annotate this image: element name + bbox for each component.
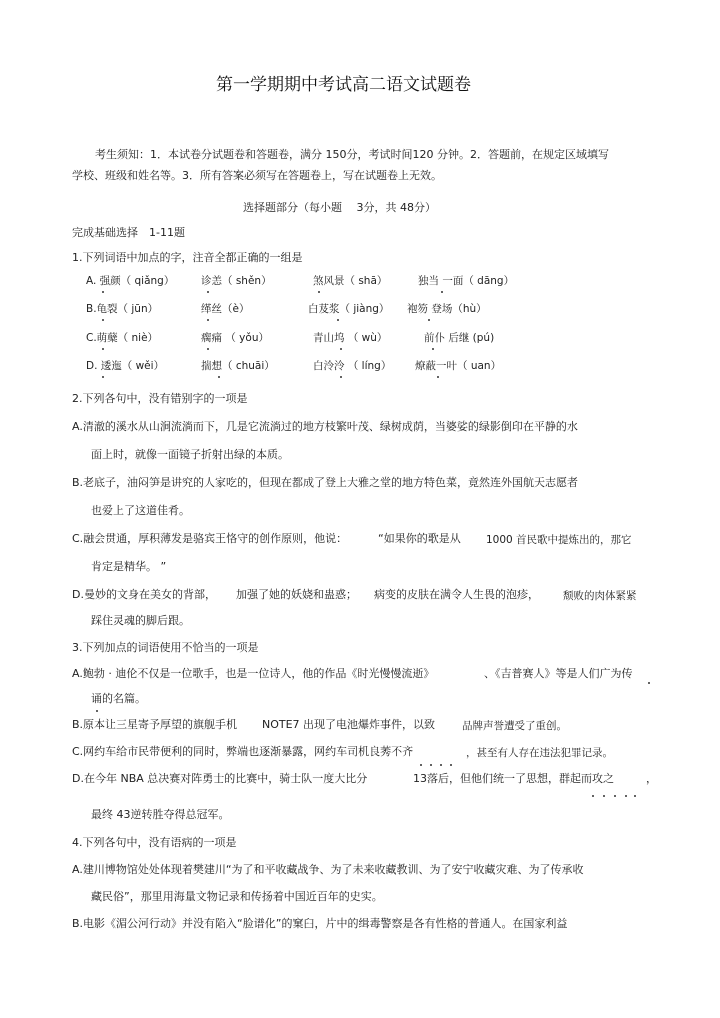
q4-option-a-line-1: A.建川博物馆处处体现着樊建川“为了和平收藏战争、为了未来收藏教训、为了安宁收藏灾难、为了传承收: [72, 863, 584, 876]
q2-option-d-line-1a: D.曼妙的文身在美女的背部，: [72, 588, 216, 601]
q2-option-b-line-1: B.老底子，油闷笋是讲究的人家吃的，但现在都成了登上大雅之堂的地方特色菜，竟然连外国航天志愿者: [72, 476, 579, 489]
q3-option-a-line-2: 诵的名篇。: [91, 692, 146, 705]
emphasis-dot: [432, 348, 434, 350]
emphasis-dot: [337, 319, 339, 321]
emphasis-dot: [218, 376, 220, 378]
emphasis-dot: [592, 795, 594, 797]
q3-option-c-line-1b: ，甚至有人存在违法犯罪记录。: [466, 747, 613, 759]
q1-option-c-word-2: 瘸痛 （ yǒu）: [201, 332, 269, 344]
q2-option-b-line-2: 也爱上了这道佳肴。: [91, 504, 190, 517]
emphasis-dot: [207, 348, 209, 350]
q4-option-a-line-2: 藏民俗”，那里用海量文物记录和传扬着中国近百年的史实。: [91, 890, 383, 903]
q2-stem: 2.下列各句中，没有错别字的一项是: [72, 392, 248, 405]
q1-option-d-word-4: 燎蔽一叶（ uan）: [415, 360, 502, 372]
emphasis-dot: [102, 376, 104, 378]
emphasis-dot: [437, 376, 439, 378]
q3-option-b-line-1a: B.原本让三星寄予厚望的旗舰手机: [72, 718, 238, 731]
q3-option-c-line-1a: C.网约车给市民带便利的同时，弊端也逐渐暴露，网约车司机良莠不齐: [72, 745, 414, 758]
q1-option-c-word-1: C.萌蘖（ niè）: [86, 332, 159, 344]
emphasis-dot: [441, 291, 443, 293]
q1-option-d-word-3: 白泠泠 （ líng）: [313, 360, 392, 372]
q3-option-b-line-1b: NOTE7 出现了电池爆炸事件，以致: [262, 718, 436, 731]
emphasis-dot: [428, 319, 430, 321]
q2-option-c-line-1a: C.融会贯通，厚积薄发是骆宾王恪守的创作原则，他说：: [72, 532, 348, 545]
q1-stem: 1.下列词语中加点的字，注音全都正确的一组是: [72, 251, 303, 264]
emphasis-dot: [318, 291, 320, 293]
page-title: 第一学期期中考试高二语文试题卷: [216, 75, 471, 95]
q3-option-d-line-1a: D.在今年 NBA 总决赛对阵勇士的比赛中，骑士队一度大比分: [72, 772, 368, 785]
q2-option-c-line-1b: “如果你的歌是从: [378, 532, 461, 545]
q2-option-c-line-2: 肯定是精华。 ”: [91, 560, 167, 573]
q3-stem: 3.下列加点的词语使用不恰当的一项是: [72, 641, 259, 654]
q3-option-b-line-1c: 品牌声誉遭受了重创。: [462, 720, 567, 732]
q1-option-a-word-2: 诊恙（ shěn）: [201, 275, 272, 287]
q1-option-b-word-3: 白芨浆（ jiàng）: [308, 303, 390, 315]
q2-option-a-line-1: A.清澈的溪水从山涧流淌而下，几是它流淌过的地方枝繁叶茂、绿树成荫，当婆娑的绿影倒印在平静的水: [72, 420, 578, 433]
q2-option-d-line-1b: 加强了她的妖娆和蛊惑；: [236, 588, 357, 601]
emphasis-dot: [420, 764, 422, 766]
q1-option-b-word-4: 袍笏 登场（hù）: [407, 303, 487, 315]
emphasis-dot: [102, 291, 104, 293]
emphasis-dot: [634, 795, 636, 797]
q1-option-b-word-2: 缂丝（è）: [201, 303, 250, 315]
emphasis-dot: [450, 764, 452, 766]
q2-option-d-line-2: 踩住灵魂的脚后跟。: [91, 614, 190, 627]
emphasis-dot: [430, 764, 432, 766]
q3-option-d-line-1b: 13落后，但他们统一了思想，群起而攻之: [413, 772, 614, 785]
emphasis-dot: [207, 319, 209, 321]
q3-option-a-line-1a: A.鲍勃 · 迪伦不仅是一位歌手，也是一位诗人，他的作品《时光慢慢流逝》: [72, 667, 435, 680]
q4-stem: 4.下列各句中，没有语病的一项是: [72, 836, 237, 849]
emphasis-dot: [340, 376, 342, 378]
notice-line-1: 考生须知：1．本试卷分试题卷和答题卷，满分 150分，考试时间120 分钟。2．答题前，在规定区域填写: [95, 148, 609, 161]
q2-option-c-line-1c: 1000 首民歌中提炼出的，那它: [486, 534, 632, 546]
emphasis-dot: [648, 682, 650, 684]
q1-option-a-word-3: 煞风景（ shā）: [313, 275, 388, 287]
q3-option-a-line-1b: 、《吉普赛人》等是人们广为传: [484, 667, 633, 680]
emphasis-dot: [207, 291, 209, 293]
q2-option-d-line-1d: 颓败的肉体紧紧: [563, 590, 637, 602]
emphasis-dot: [603, 795, 605, 797]
emphasis-dot: [440, 764, 442, 766]
emphasis-dot: [102, 319, 104, 321]
q2-option-d-line-1c: 病变的皮肤在满令人生畏的泡疹，: [374, 588, 539, 601]
q1-option-c-word-4: 前仆 后继 (pú): [424, 332, 495, 344]
q4-option-b-line-1: B.电影《湄公河行动》并没有陷入“脸谱化”的窠臼，片中的缉毒警察是各有性格的普通人。在国家利益: [72, 917, 568, 930]
q3-option-d-line-2: 最终 43逆转胜夺得总冠军。: [91, 808, 230, 821]
emphasis-dot: [614, 795, 616, 797]
part-title: 完成基础选择 1-11题: [72, 226, 185, 239]
notice-line-2: 学校、班级和姓名等。3．所有答案必须写在答题卷上，写在试题卷上无效。: [72, 169, 442, 182]
emphasis-dot: [102, 348, 104, 350]
q1-option-b-word-1: B.龟裂（ jūn）: [86, 303, 159, 315]
section-title: 选择题部分（每小题 3分，共 48分）: [243, 201, 436, 214]
q3-option-d-line-1c: ，: [646, 772, 657, 785]
q1-option-a-word-4: 独当 一面（ dāng）: [418, 275, 515, 287]
q1-option-a-word-1: A. 强颜（ qiǎng）: [86, 275, 175, 287]
emphasis-dot: [340, 348, 342, 350]
q1-option-c-word-3: 青山坞 （ wù）: [313, 332, 388, 344]
q1-option-d-word-2: 揣想（ chuāi）: [201, 360, 275, 372]
emphasis-dot: [625, 795, 627, 797]
q2-option-a-line-2: 面上时，就像一面镜子折射出绿的本质。: [91, 448, 289, 461]
q1-option-d-word-1: D. 逶迤（ wěi）: [86, 360, 165, 372]
emphasis-dot: [96, 710, 98, 712]
